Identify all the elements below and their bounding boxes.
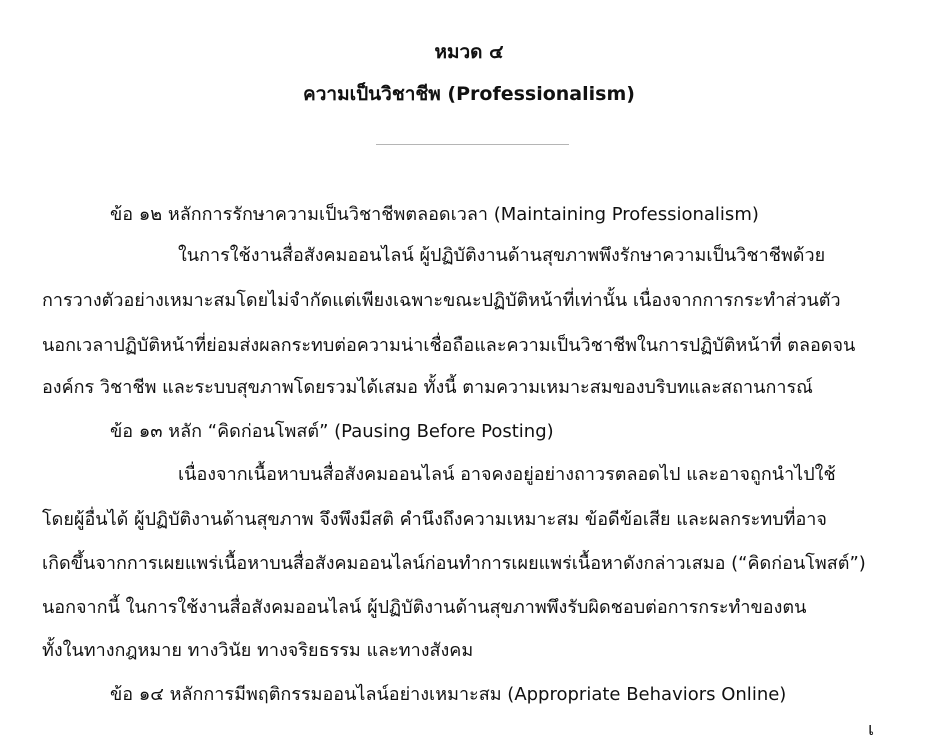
section-12-text-line: การวางตัวอย่างเหมาะสมโดยไม่จำกัดแต่เพียงเฉพาะขณะปฏิบัติหน้าที่เท่านั้น เนื่องจากการกระทำส่วนตัว <box>42 290 841 311</box>
section-13-text-line: โดยผู้อื่นได้ ผู้ปฏิบัติงานด้านสุขภาพ จึงพึงมีสติ คำนึงถึงความเหมาะสม ข้อดีข้อเสีย และผลกระทบที่อาจ <box>42 509 827 530</box>
section-13-text-line: เกิดขึ้นจากการเผยแพร่เนื้อหาบนสื่อสังคมออนไลน์ก่อนทำการเผยแพร่เนื้อหาดังกล่าวเสมอ (“คิดก่อนโพสต์”) <box>42 553 866 574</box>
section-13-text-line: นอกจากนี้ ในการใช้งานสื่อสังคมออนไลน์ ผู้ปฏิบัติงานด้านสุขภาพพึงรับผิดชอบต่อการกระทำของตน <box>42 597 807 618</box>
section-13-heading: ข้อ ๑๓ หลัก “คิดก่อนโพสต์” (Pausing Before Posting) <box>110 421 554 442</box>
section-13-text-line: ทั้งในทางกฎหมาย ทางวินัย ทางจริยธรรม และทางสังคม <box>42 640 474 661</box>
section-13-text-line: เนื่องจากเนื้อหาบนสื่อสังคมออนไลน์ อาจคงอยู่อย่างถาวรตลอดไป และอาจถูกนำไปใช้ <box>178 464 836 485</box>
title-divider <box>376 144 569 145</box>
chapter-title: หมวด ๔ <box>434 41 504 63</box>
section-12-heading: ข้อ ๑๒ หลักการรักษาความเป็นวิชาชีพตลอดเวลา (Maintaining Professionalism) <box>110 204 759 225</box>
section-12-text-line: องค์กร วิชาชีพ และระบบสุขภาพโดยรวมได้เสมอ ทั้งนี้ ตามความเหมาะสมของบริบทและสถานการณ์ <box>42 377 813 398</box>
section-12-text-line: นอกเวลาปฏิบัติหน้าที่ย่อมส่งผลกระทบต่อความน่าเชื่อถือและความเป็นวิชาชีพในการปฏิบัติหน้าที่ ตลอดจน <box>42 335 856 356</box>
section-12-text-line: ในการใช้งานสื่อสังคมออนไลน์ ผู้ปฏิบัติงานด้านสุขภาพพึงรักษาความเป็นวิชาชีพด้วย <box>178 245 826 266</box>
chapter-subtitle: ความเป็นวิชาชีพ (Professionalism) <box>303 83 635 105</box>
section-14-heading: ข้อ ๑๔ หลักการมีพฤติกรรมออนไลน์อย่างเหมาะสม (Appropriate Behaviors Online) <box>110 684 787 705</box>
section-14-text-line: เ <box>868 719 875 740</box>
